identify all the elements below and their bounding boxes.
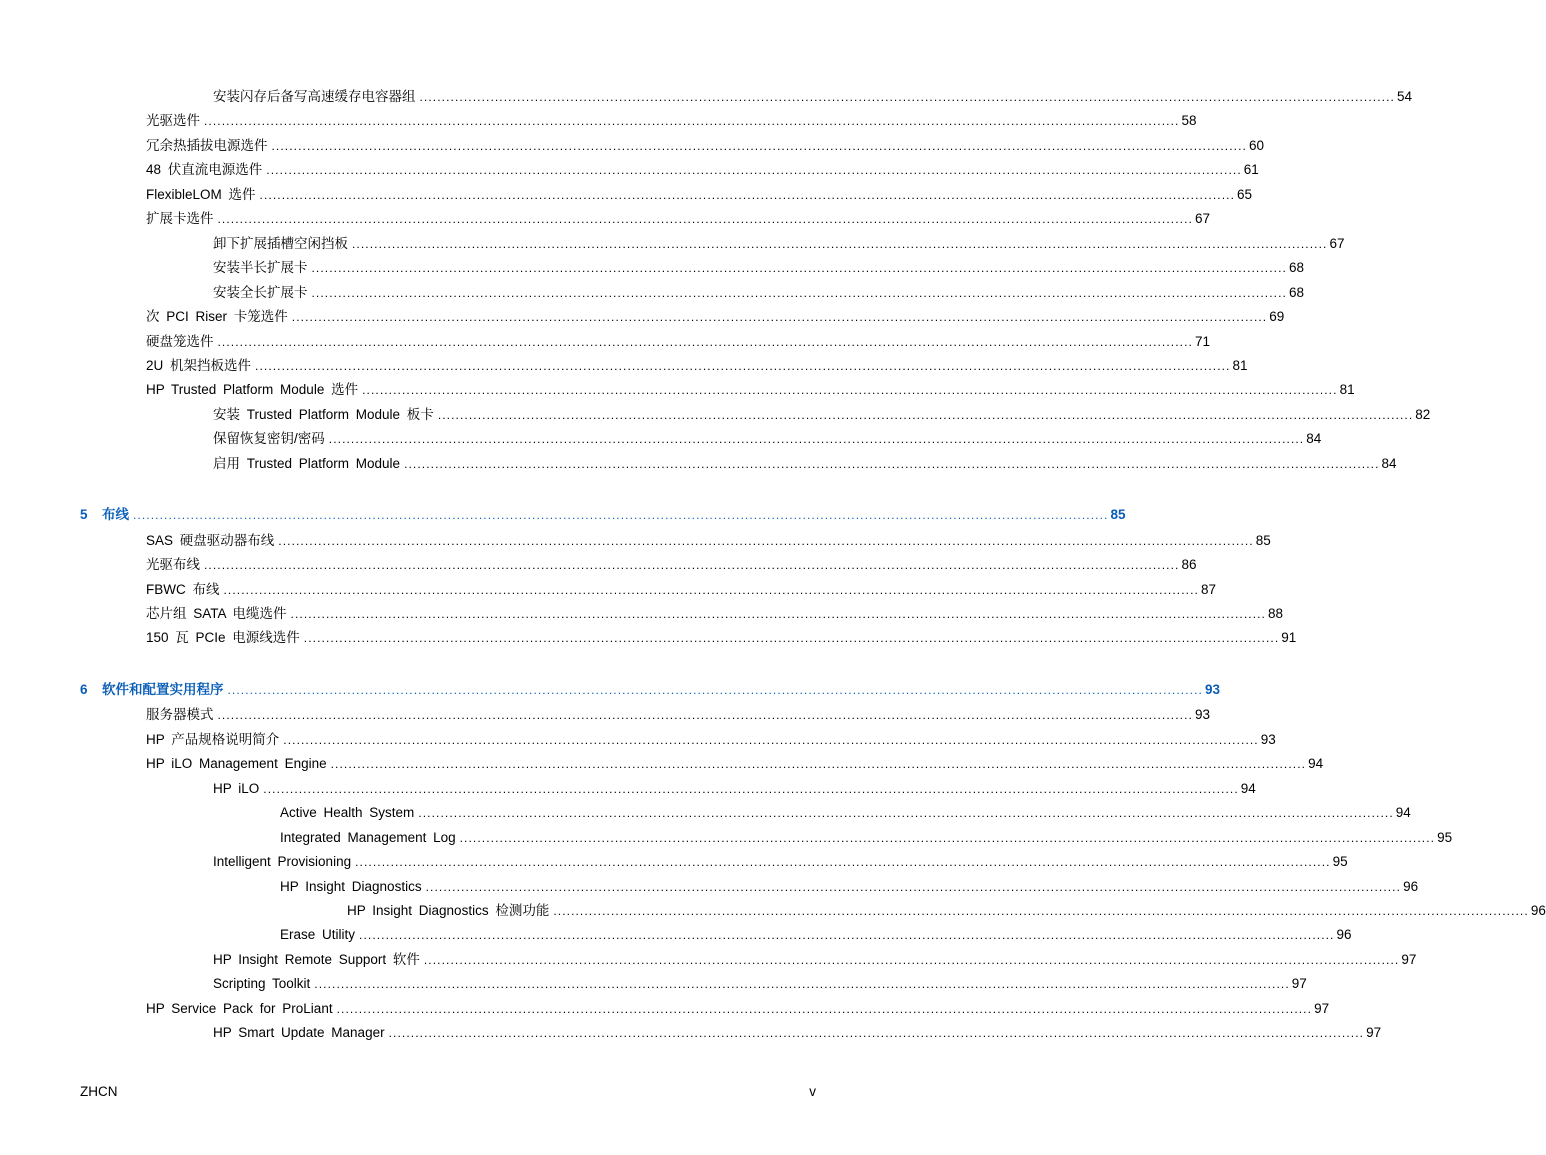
toc-entry-page: 97 <box>1401 951 1417 967</box>
toc-entry-page: 69 <box>1269 309 1285 325</box>
toc-entry-page: 97 <box>1291 976 1307 992</box>
toc-entry[interactable] <box>280 877 1419 897</box>
toc-entry-page: 68 <box>1288 284 1305 300</box>
dot-leader: ............................................................................................................................................................................................................................ <box>423 952 1400 967</box>
toc-entry[interactable] <box>146 160 1259 180</box>
dot-leader: ............................................................................................................................................................................................................................ <box>388 1026 1365 1041</box>
toc-entry-page: 85 <box>1110 507 1126 523</box>
toc-entry-title: 硬盘笼选件 <box>146 333 214 349</box>
toc-entry-page: 61 <box>1243 162 1259 178</box>
toc-entry[interactable] <box>213 974 1307 994</box>
dot-leader: ............................................................................................................................................................................................................................ <box>459 830 1436 845</box>
toc-entry-title: 2U 机架挡板选件 <box>146 357 252 373</box>
dot-leader: ............................................................................................................................................................................................................................ <box>266 163 1242 178</box>
dot-leader: ............................................................................................................................................................................................................................ <box>330 757 1307 772</box>
toc-entry[interactable] <box>213 283 1305 303</box>
toc-entry[interactable] <box>146 356 1248 376</box>
toc-entry-title: 安装半长扩展卡 <box>213 260 308 276</box>
dot-leader: ............................................................................................................................................................................................................................ <box>255 358 1231 373</box>
toc-entry[interactable] <box>146 332 1211 352</box>
footer-language: ZHCN <box>80 1084 118 1099</box>
toc-entry[interactable] <box>146 580 1217 600</box>
toc-entry-title: HP Service Pack for ProLiant <box>146 1000 333 1016</box>
toc-entry[interactable] <box>280 803 1411 823</box>
dot-leader: ............................................................................................................................................................................................................................ <box>259 187 1236 202</box>
toc-entry-page: 65 <box>1237 186 1253 202</box>
toc-entry-page: 81 <box>1232 357 1248 373</box>
toc-entry[interactable] <box>213 429 1322 449</box>
toc-entry-title: 启用 Trusted Platform Module <box>213 455 401 471</box>
toc-entry-page: 81 <box>1339 382 1355 398</box>
toc-entry[interactable] <box>213 87 1413 107</box>
toc-entry-title: 服务器模式 <box>146 707 214 723</box>
toc-entry-title: HP iLO <box>213 780 260 796</box>
dot-leader: ............................................................................................................................................................................................................................ <box>328 432 1305 447</box>
toc-entry-page: 85 <box>1255 532 1271 548</box>
toc-entry[interactable] <box>213 1023 1382 1043</box>
dot-leader: ............................................................................................................................................................................................................................ <box>437 407 1414 422</box>
toc-entry-page: 84 <box>1306 431 1322 447</box>
toc-entry-title: 芯片组 SATA 电缆选件 <box>146 606 287 621</box>
toc-entry[interactable] <box>146 999 1330 1019</box>
toc-entry-page: 96 <box>1336 927 1352 943</box>
toc-entry-title: Active Health System <box>280 805 415 821</box>
dot-leader: ............................................................................................................................................................................................................................ <box>278 533 1254 548</box>
dot-leader: ............................................................................................................................................................................................................................ <box>425 879 1402 894</box>
toc-entry-title: 光驱布线 <box>146 557 200 573</box>
chapter-number: 6 <box>80 681 88 697</box>
toc-entry[interactable] <box>280 925 1352 945</box>
toc-entry-page: 71 <box>1194 333 1211 349</box>
toc-entry[interactable] <box>213 779 1256 799</box>
toc-entry-page: 82 <box>1415 406 1431 422</box>
toc-entry[interactable] <box>146 307 1285 327</box>
dot-leader: ............................................................................................................................................................................................................................ <box>311 261 1287 276</box>
toc-entry[interactable] <box>146 705 1211 725</box>
dot-leader: ............................................................................................................................................................................................................................ <box>352 236 1328 251</box>
toc-entry-page: 97 <box>1366 1025 1382 1041</box>
toc-entry-title: HP Smart Update Manager <box>213 1025 385 1041</box>
toc-entry[interactable] <box>146 136 1265 156</box>
toc-entry-page: 95 <box>1332 854 1348 870</box>
toc-entry[interactable] <box>213 852 1348 872</box>
toc-entry-title: HP iLO Management Engine <box>146 756 327 772</box>
toc-entry-title: HP Insight Diagnostics <box>280 878 422 894</box>
dot-leader: ............................................................................................................................................................................................................................ <box>263 781 1239 796</box>
toc-entry-title: 软件和配置实用程序 <box>102 681 224 697</box>
dot-leader: ............................................................................................................................................................................................................................ <box>362 383 1338 398</box>
dot-leader: ............................................................................................................................................................................................................................ <box>217 334 1193 349</box>
toc-entry-page: 87 <box>1200 581 1217 597</box>
dot-leader: ............................................................................................................................................................................................................................ <box>553 903 1529 918</box>
toc-entry-page: 93 <box>1204 681 1221 697</box>
toc-entry-title: 光驱选件 <box>146 113 200 129</box>
toc-entry[interactable] <box>213 258 1305 278</box>
toc-entry-title: 次 PCI Riser 卡笼选件 <box>146 309 288 325</box>
toc-entry-page: 94 <box>1240 780 1256 796</box>
toc-entry-title: Scripting Toolkit <box>213 976 311 992</box>
chapter-number: 5 <box>80 507 88 523</box>
toc-entry-title: HP Insight Diagnostics 检测功能 <box>347 902 550 918</box>
toc-entry[interactable] <box>146 754 1324 774</box>
toc-entry-title: HP Insight Remote Support 软件 <box>213 951 420 967</box>
toc-entry[interactable] <box>146 111 1197 131</box>
toc-entry[interactable] <box>146 209 1211 229</box>
toc-entry-title: 安装闪存后备写高速缓存电容器组 <box>213 89 416 104</box>
toc-entry[interactable] <box>146 531 1271 551</box>
toc-entry-title: 保留恢复密钥/密码 <box>213 431 325 447</box>
dot-leader: ............................................................................................................................................................................................................................ <box>404 456 1380 471</box>
dot-leader: ............................................................................................................................................................................................................................ <box>204 114 1180 129</box>
toc-entry-page: 60 <box>1248 137 1265 153</box>
toc-entry[interactable] <box>213 234 1345 254</box>
toc-entry[interactable] <box>213 405 1431 425</box>
toc-entry-title: Erase Utility <box>280 927 356 943</box>
dot-leader: ............................................................................................................................................................................................................................ <box>355 855 1331 870</box>
toc-entry-page: 93 <box>1260 731 1276 747</box>
toc-entry[interactable] <box>347 901 1546 921</box>
toc-entry-title: FlexibleLOM 选件 <box>146 186 256 202</box>
dot-leader: ............................................................................................................................................................................................................................ <box>133 508 1109 523</box>
toc-entry[interactable] <box>146 185 1253 205</box>
toc-entry-page: 91 <box>1281 630 1297 646</box>
dot-leader: ............................................................................................................................................................................................................................ <box>223 582 1199 597</box>
toc-entry[interactable] <box>146 730 1276 750</box>
toc-entry[interactable] <box>213 454 1397 474</box>
footer-page-number: v <box>809 1084 816 1099</box>
toc-entry-title: 扩展卡选件 <box>146 211 214 227</box>
toc-entry-page: 67 <box>1194 211 1211 227</box>
dot-leader: ............................................................................................................................................................................................................................ <box>291 310 1268 325</box>
toc-entry-title: 安装全长扩展卡 <box>213 284 308 300</box>
toc-entry-page: 94 <box>1308 756 1324 772</box>
toc-entry-title: 布线 <box>102 507 129 523</box>
dot-leader: ............................................................................................................................................................................................................................ <box>359 928 1335 943</box>
toc-entry[interactable] <box>280 828 1453 848</box>
dot-leader: ............................................................................................................................................................................................................................ <box>314 977 1290 992</box>
dot-leader: ............................................................................................................................................................................................................................ <box>227 682 1203 697</box>
toc-entry-page: 94 <box>1395 805 1411 821</box>
toc-entry-page: 97 <box>1314 1000 1330 1016</box>
toc-chapter-entry[interactable] <box>80 505 1126 525</box>
toc-entry-page: 88 <box>1268 606 1284 621</box>
dot-leader: ............................................................................................................................................................................................................................ <box>271 138 1247 153</box>
dot-leader: ............................................................................................................................................................................................................................ <box>303 631 1280 646</box>
toc-entry-title: Intelligent Provisioning <box>213 854 352 870</box>
dot-leader: ............................................................................................................................................................................................................................ <box>311 285 1287 300</box>
dot-leader: ............................................................................................................................................................................................................................ <box>204 558 1180 573</box>
toc-entry-title: HP 产品规格说明简介 <box>146 731 280 747</box>
toc-entry-page: 54 <box>1396 89 1413 104</box>
toc-entry-title: Integrated Management Log <box>280 829 456 845</box>
toc-entry-page: 96 <box>1403 878 1419 894</box>
toc-entry-page: 67 <box>1329 235 1345 251</box>
dot-leader: ............................................................................................................................................................................................................................ <box>419 90 1395 104</box>
toc-entry-title: HP Trusted Platform Module 选件 <box>146 382 359 398</box>
toc-chapter-entry[interactable] <box>80 680 1221 700</box>
toc-entry-title: 卸下扩展插槽空闲挡板 <box>213 235 348 251</box>
toc-entry-title: SAS 硬盘驱动器布线 <box>146 532 275 548</box>
toc-entry[interactable] <box>146 604 1284 624</box>
dot-leader: ............................................................................................................................................................................................................................ <box>418 806 1394 821</box>
dot-leader: ............................................................................................................................................................................................................................ <box>217 708 1193 723</box>
toc-entry-page: 96 <box>1530 902 1546 918</box>
dot-leader: ............................................................................................................................................................................................................................ <box>283 732 1259 747</box>
toc-entry-page: 86 <box>1181 557 1197 573</box>
dot-leader: ............................................................................................................................................................................................................................ <box>217 212 1193 227</box>
dot-leader: ............................................................................................................................................................................................................................ <box>336 1001 1313 1016</box>
toc-entry[interactable] <box>146 628 1297 648</box>
toc-entry-page: 95 <box>1437 829 1453 845</box>
toc-entry-page: 84 <box>1381 455 1397 471</box>
toc-entry[interactable] <box>146 380 1355 400</box>
dot-leader: ............................................................................................................................................................................................................................ <box>290 607 1266 621</box>
toc-entry-title: 冗余热插拔电源选件 <box>146 137 268 153</box>
toc-entry[interactable] <box>146 555 1197 575</box>
toc-entry-title: 安装 Trusted Platform Module 板卡 <box>213 406 434 422</box>
toc-entry-title: 48 伏直流电源选件 <box>146 162 263 178</box>
toc-entry-page: 58 <box>1181 113 1197 129</box>
toc-entry-title: FBWC 布线 <box>146 581 220 597</box>
toc-entry-page: 93 <box>1194 707 1211 723</box>
toc-entry-title: 150 瓦 PCIe 电源线选件 <box>146 630 300 646</box>
toc-entry-page: 68 <box>1288 260 1305 276</box>
toc-entry[interactable] <box>213 950 1417 970</box>
